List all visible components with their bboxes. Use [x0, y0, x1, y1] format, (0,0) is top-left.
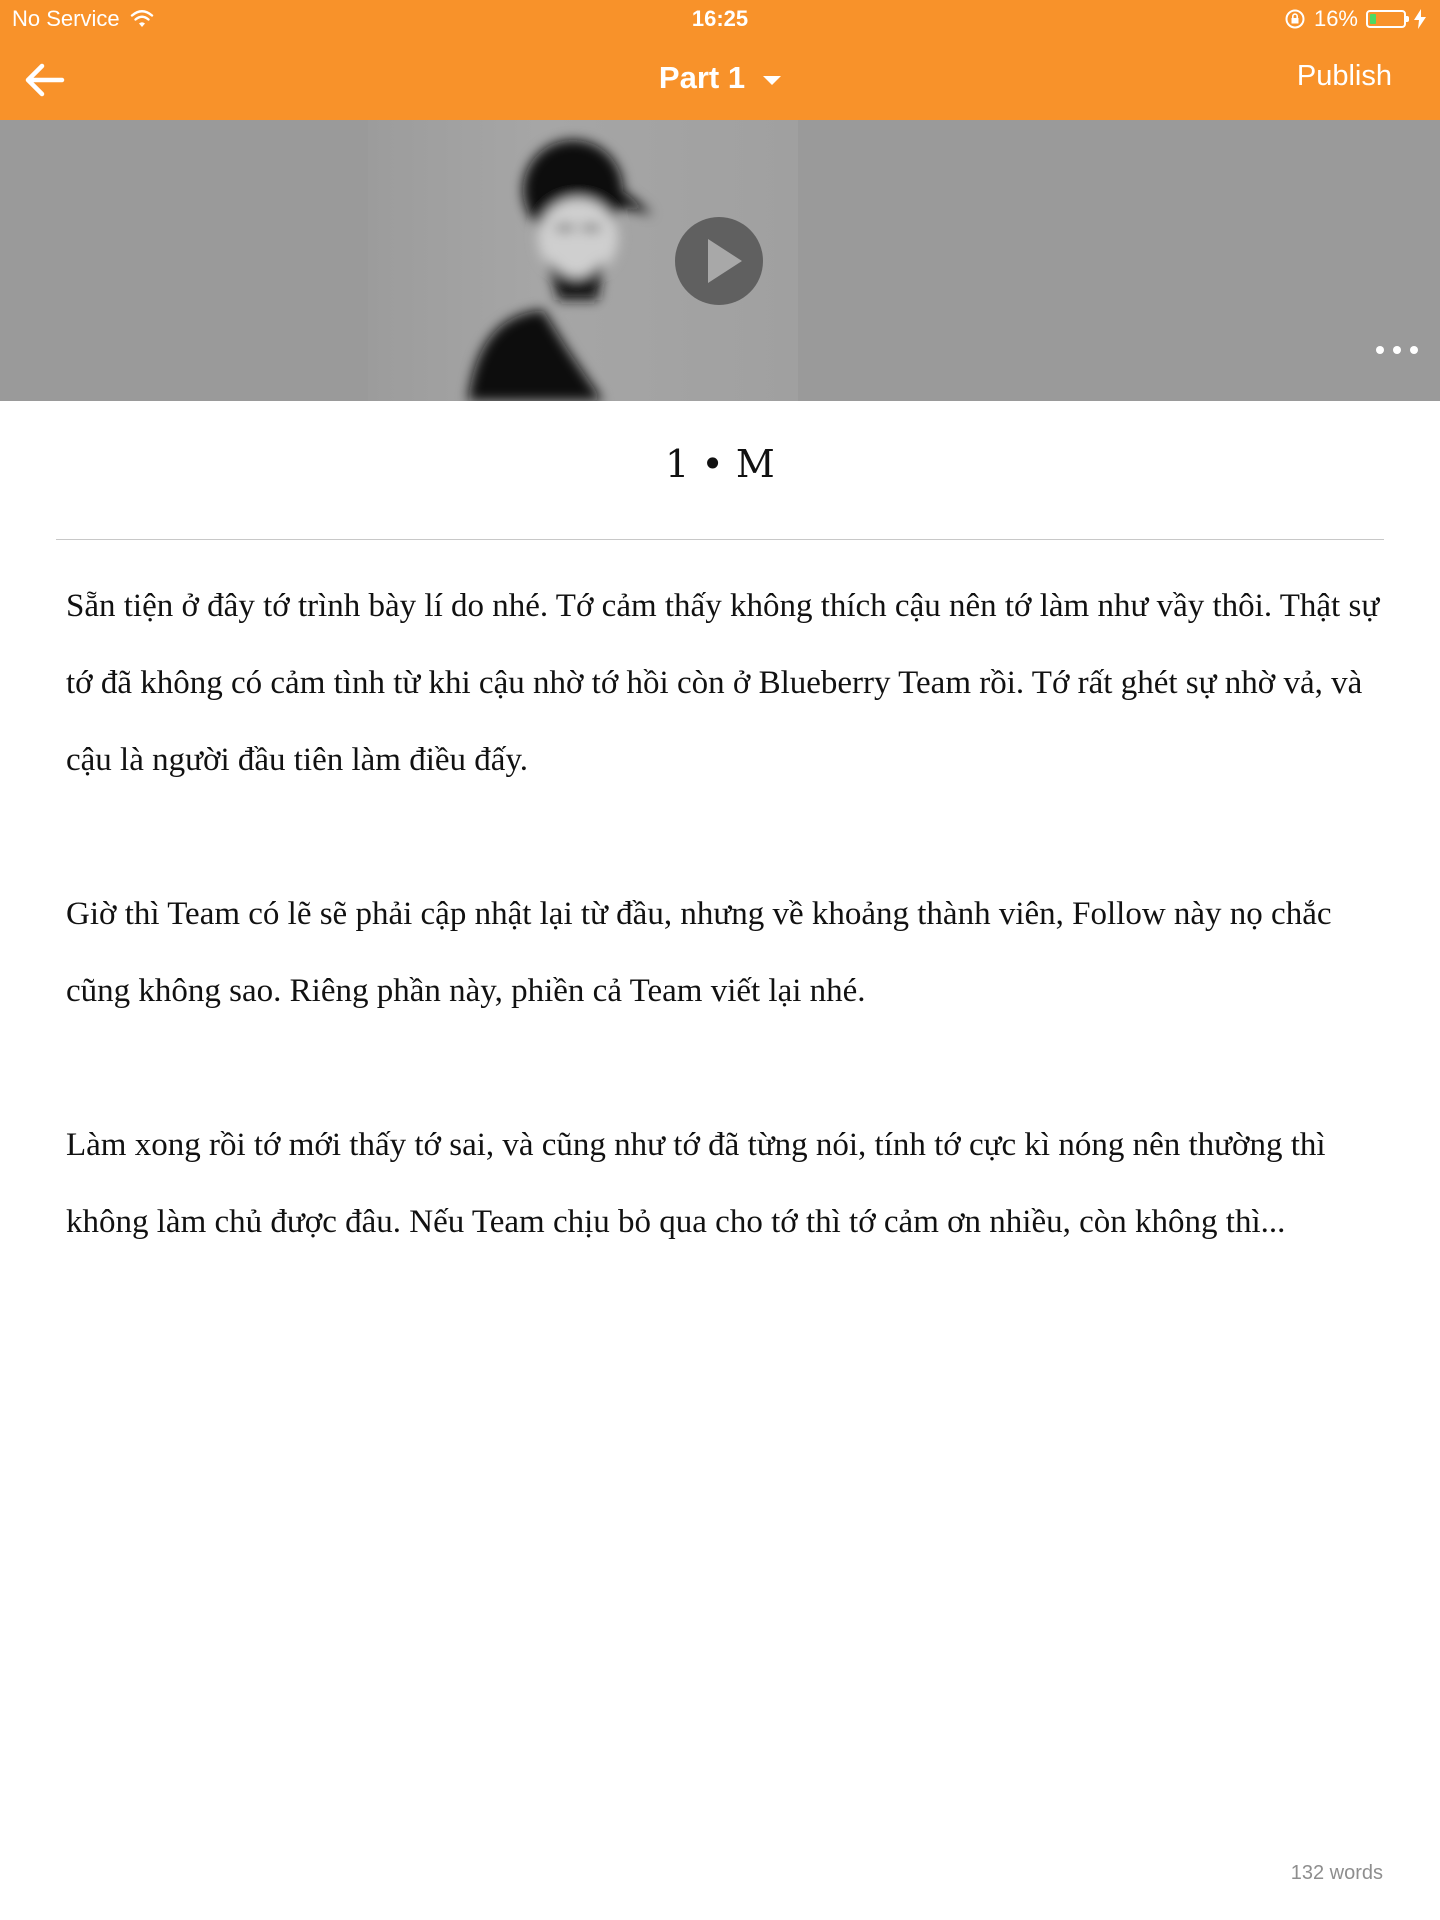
part-title: Part 1 [658, 60, 746, 95]
story-paragraph[interactable]: Giờ thì Team có lẽ sẽ phải cập nhật lại từ đầu, nhưng về khoảng thành viên, Follow này nọ chắc cũng không sao. Riêng phần này, phiền cả Team viết lại nhé. [66, 896, 1332, 1009]
part-selector [0, 60, 1440, 96]
word-count: 132 words [1290, 1862, 1383, 1884]
battery-level-fill [1370, 14, 1376, 24]
story-editor[interactable] [66, 568, 1386, 1338]
more-horizontal-icon [1376, 346, 1384, 354]
rotation-lock-icon [1284, 8, 1306, 30]
more-options-button[interactable] [1376, 342, 1418, 358]
battery-percent: 16% [1313, 6, 1358, 31]
carrier-label: No Service [12, 6, 120, 31]
play-button[interactable] [675, 217, 763, 305]
status-bar [0, 0, 1440, 40]
battery-icon [1366, 10, 1406, 28]
more-dot [1410, 346, 1418, 354]
play-icon [708, 239, 742, 283]
charging-bolt-icon [1414, 9, 1426, 29]
divider [56, 539, 1384, 540]
story-paragraph[interactable]: Sẵn tiện ở đây tớ trình bày lí do nhé. Tớ cảm thấy không thích cậu nên tớ làm như vầy thôi. Thật sự tớ đã không có cảm tình từ khi cậu nhờ tớ hồi còn ở Blueberry Team rồi. Tớ rất ghét sự nhờ vả, và cậu là người đầu tiên làm điều đấy. [66, 588, 1380, 778]
status-right [1284, 6, 1426, 32]
more-dot [1393, 346, 1401, 354]
status-time: 16:25 [691, 6, 749, 31]
nav-bar [0, 40, 1440, 120]
caret-down-icon [763, 76, 781, 85]
media-banner [0, 120, 1440, 401]
part-dropdown[interactable] [659, 60, 781, 96]
part-heading[interactable]: 1 • M [665, 442, 775, 486]
story-paragraph[interactable]: Làm xong rồi tớ mới thấy tớ sai, và cũng như tớ đã từng nói, tính tớ cực kì nóng nên thường thì không làm chủ được đâu. Nếu Team chịu bỏ qua cho tớ thì tớ cảm ơn nhiều, còn không thì... [66, 1127, 1326, 1240]
publish-button[interactable]: Publish [1296, 60, 1392, 92]
